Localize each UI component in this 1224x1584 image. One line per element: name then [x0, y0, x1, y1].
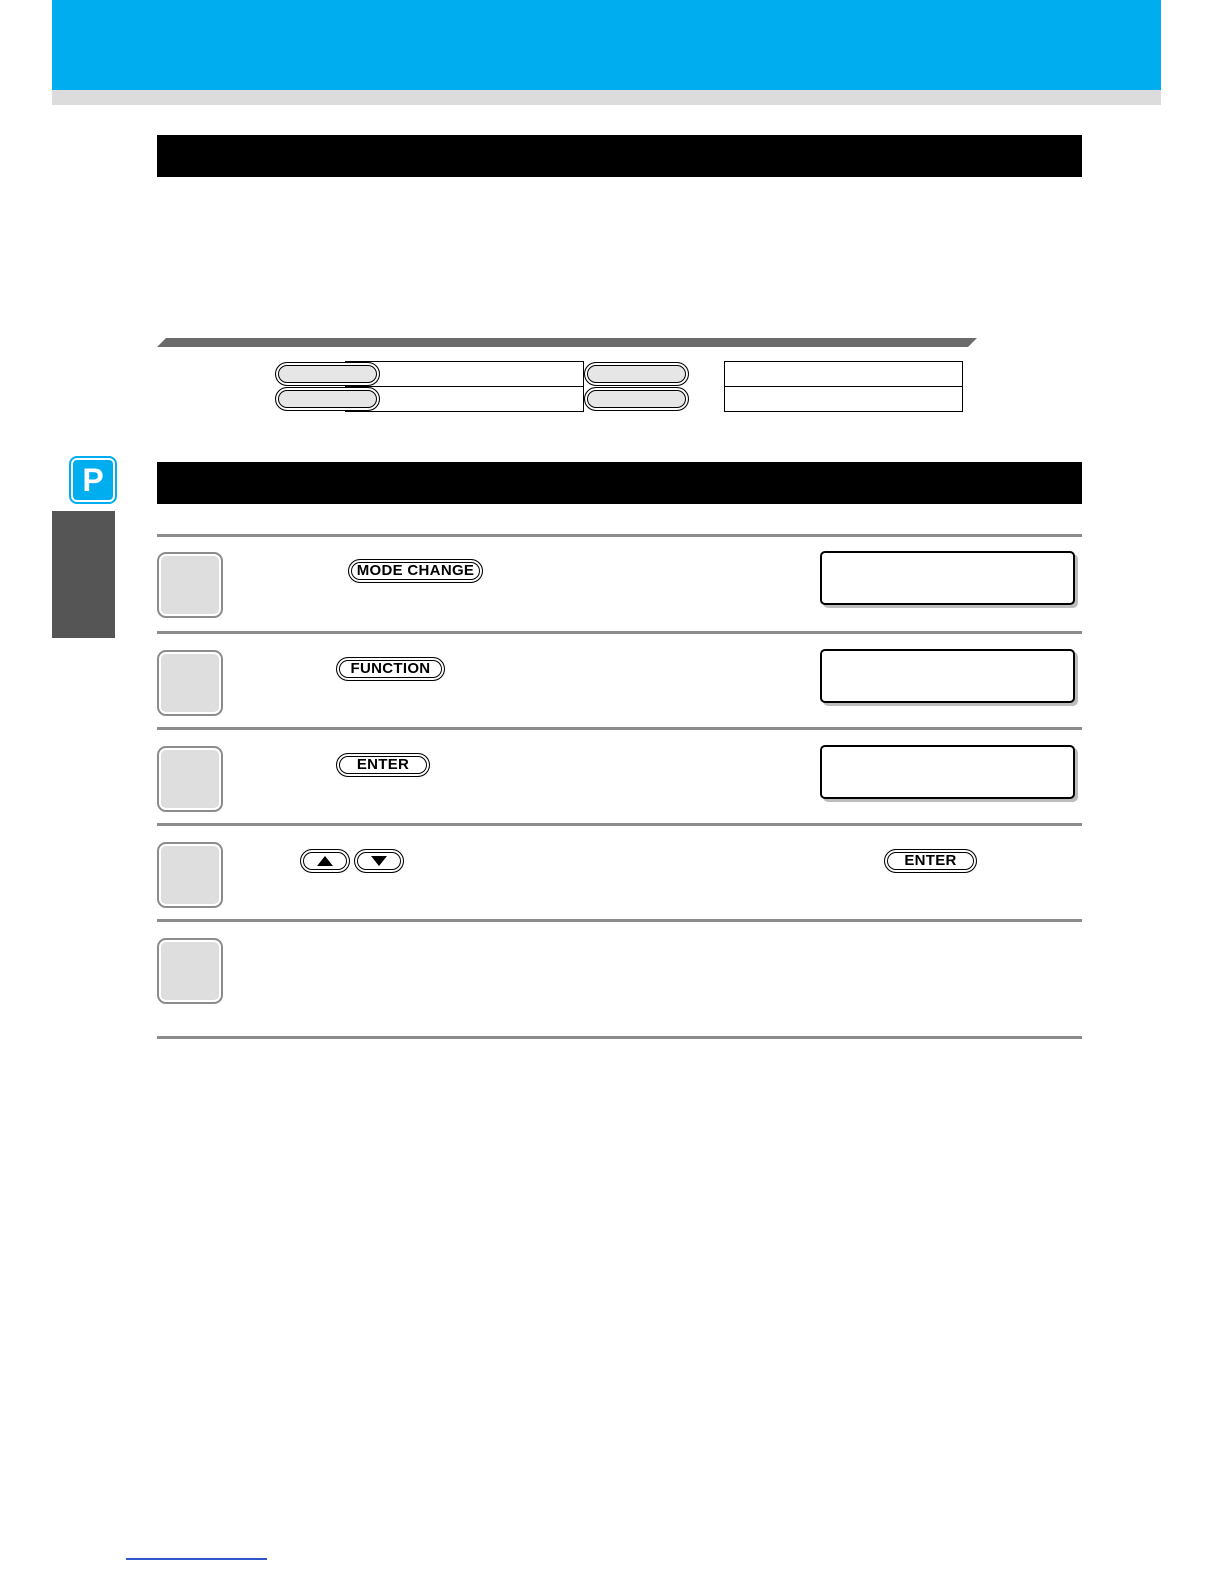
enter-key: ENTER	[884, 849, 977, 873]
step-divider	[157, 534, 1082, 537]
table-cell	[584, 387, 689, 411]
table-cell	[346, 387, 584, 412]
table-row	[275, 362, 963, 387]
footer-link-underline	[126, 1558, 267, 1560]
section-title-bar-1	[157, 135, 1082, 177]
step-number-box	[157, 552, 223, 618]
step-number-box	[157, 938, 223, 1004]
step-divider	[157, 1036, 1082, 1039]
table-row	[275, 387, 963, 412]
lcd-display	[820, 649, 1075, 703]
table-cell	[275, 387, 380, 411]
table-cell	[725, 387, 963, 412]
spec-table	[275, 361, 963, 412]
step-divider	[157, 919, 1082, 922]
lcd-display	[820, 745, 1075, 799]
table-cell	[346, 362, 584, 387]
step-divider	[157, 631, 1082, 634]
chapter-side-tab	[52, 511, 115, 638]
mode-change-key: MODE CHANGE	[348, 559, 483, 583]
down-arrow-key	[354, 849, 404, 873]
step-divider	[157, 727, 1082, 730]
up-arrow-icon	[317, 856, 333, 866]
header-strip	[52, 90, 1161, 105]
table-cell	[584, 362, 689, 386]
table-cell	[275, 362, 380, 386]
up-arrow-key	[300, 849, 350, 873]
enter-key: ENTER	[336, 753, 430, 777]
section-title-bar-2	[157, 462, 1082, 504]
step-divider	[157, 823, 1082, 826]
p-badge-icon: P	[71, 458, 115, 502]
table-cell	[725, 362, 963, 387]
lcd-display	[820, 551, 1075, 605]
down-arrow-icon	[371, 856, 387, 866]
step-number-box	[157, 842, 223, 908]
header-band	[52, 0, 1161, 90]
subsection-bar	[157, 338, 977, 347]
function-key: FUNCTION	[336, 657, 445, 681]
step-number-box	[157, 650, 223, 716]
step-number-box	[157, 746, 223, 812]
